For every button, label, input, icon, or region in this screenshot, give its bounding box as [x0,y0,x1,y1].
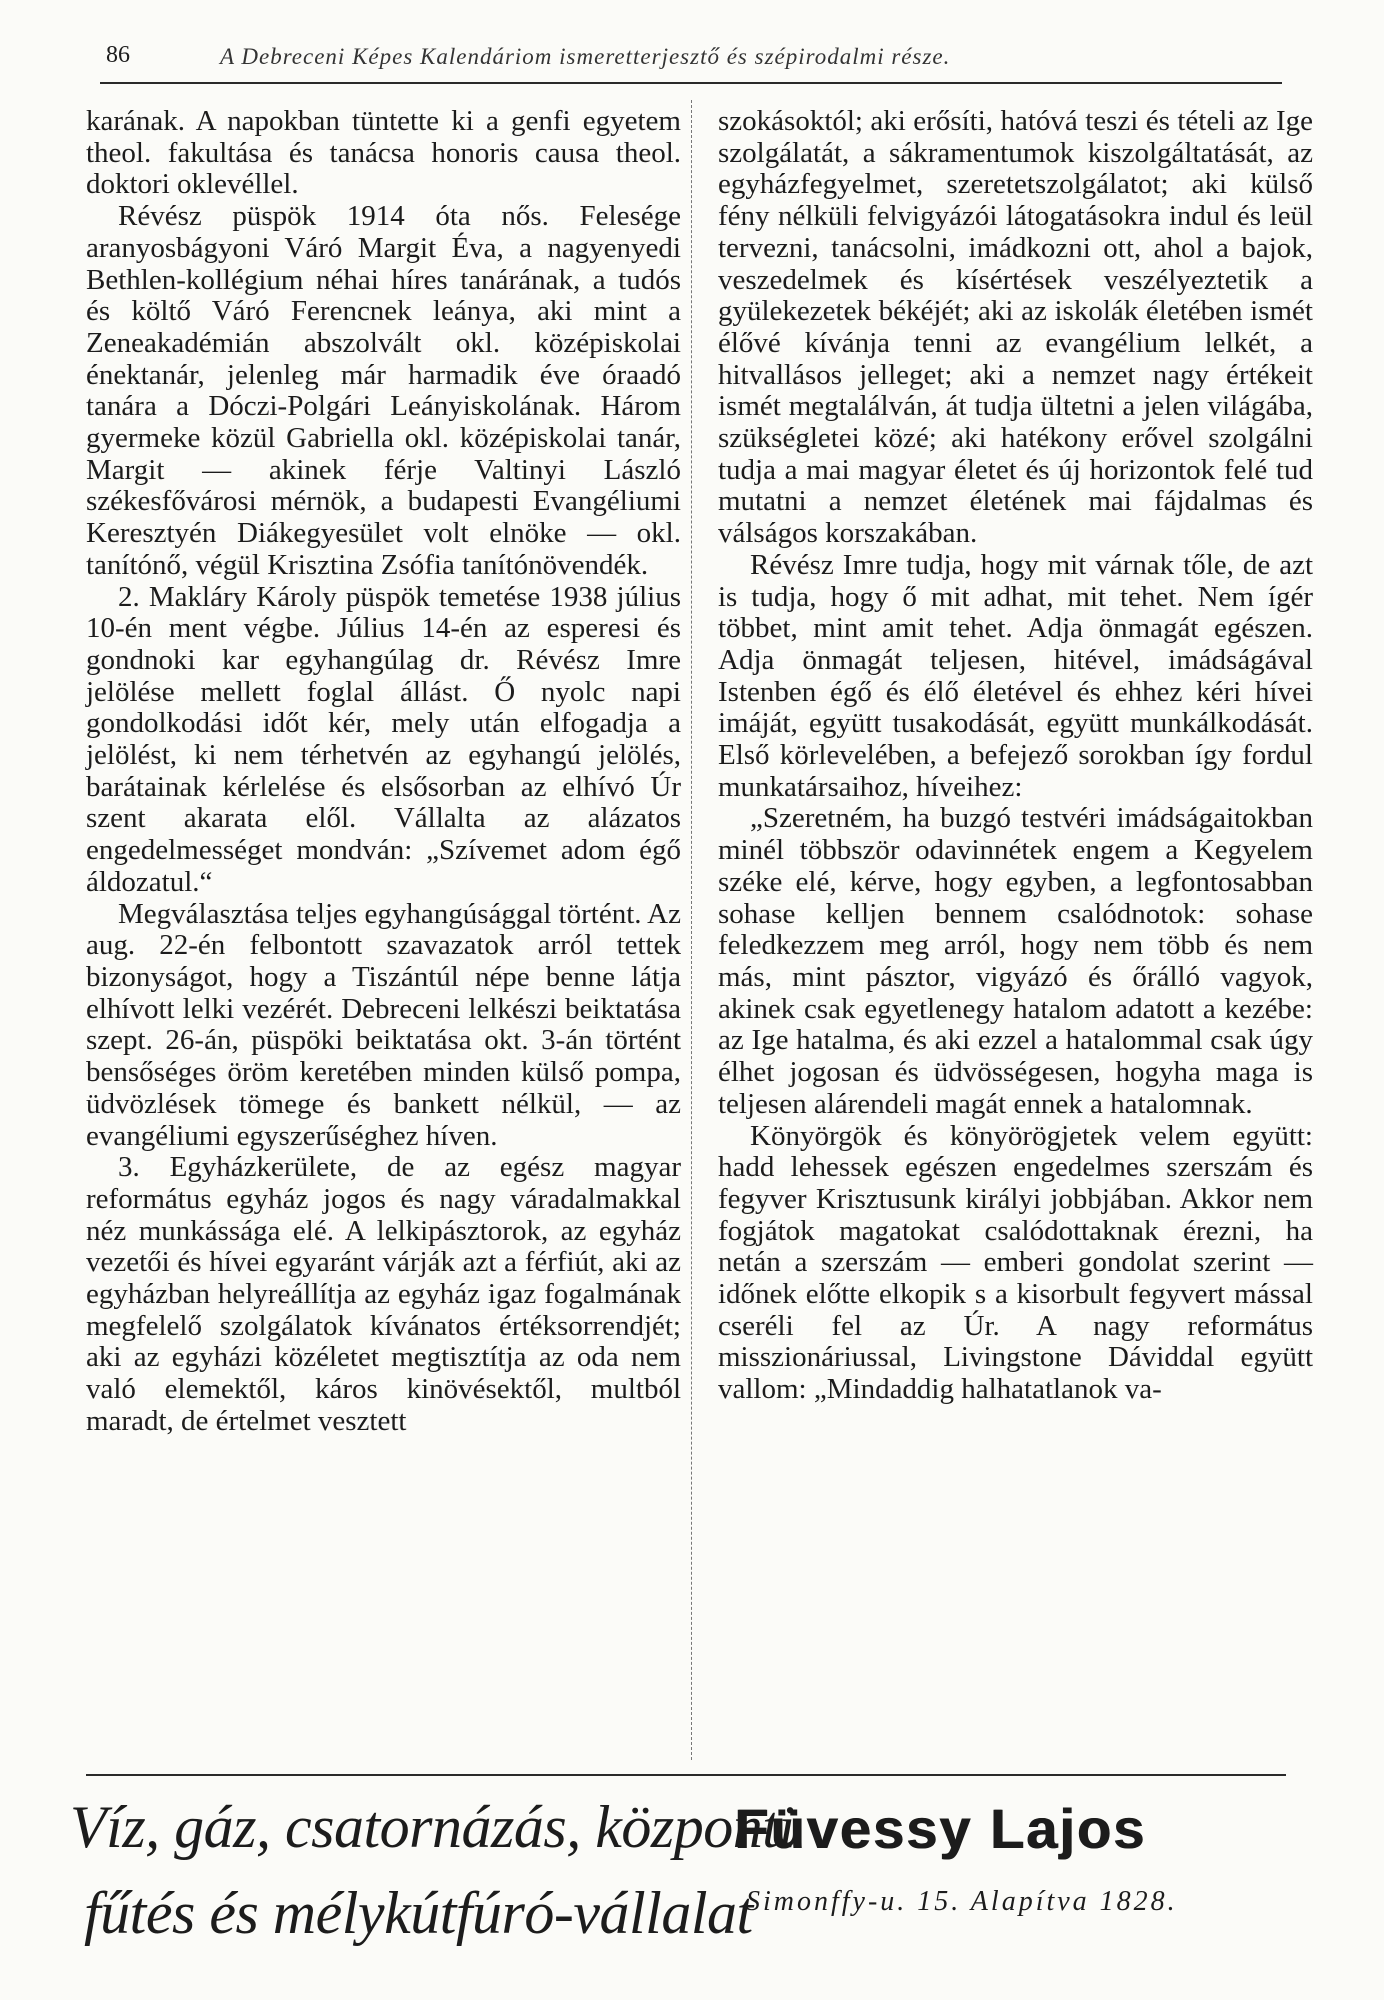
ad-company-name: Füvessy Lajos [734,1797,1146,1860]
ad-line-1: Víz, gáz, csatornázás, központi [70,1794,795,1860]
paragraph: Könyörgök és könyörögjetek velem együtt: hadd lehessek egészen engedelmes szerszám és fegyver Krisztusunk királyi jobbjában. Akkor nem fogjátok magatokat csalódottaknak érezni, ha netán a szerszám — emberi gondolat szerint — időnek előtte elkopik s a kisorbult fegyvert mással cseréli fel az Úr. A nagy református misszionáriussal, Livingstone Dáviddal együtt vallom: „Mindaddig halhatatlanok va- [718,1119,1313,1406]
paragraph: 3. Egyházkerülete, de az egész magyar református egyház jogos és nagy váradalmakkal néz munkássága elé. A lelkipásztorok, az egyház vezetői és hívei egyaránt várják azt a férfiút, aki az egyházban helyreállítja az egyház igaz fogalmának megfelelő szolgálatok kívánatos értéksorrendjét; aki az egyházi közéletet megtisztítja az oda nem való elemektől, káros kinövésektől, multból maradt, de értelmet vesztett [86,1151,681,1437]
ad-address: Simonffy-u. 15. Alapítva 1828. [746,1886,1178,1917]
paragraph: 2. Makláry Károly püspök temetése 1938 július 10-én ment végbe. Július 14-én az esperesi és gondnoki kar egyhangúlag dr. Révész Imre jelölése mellett foglal állást. Ő nyolc napi gondolkodási időt kér, mely után elfogadja a jelölést, ki nem térhetvén az egyhangú jelölés, barátainak kérlelése és elsősorban az elhívó Úr szent akarata elől. Vállalta az alázatos engedelmességet mondván: „Szívemet adom égő áldozatul.“ [86,580,681,898]
paragraph: karának. A napokban tüntette ki a genfi egyetem theol. fakultása és tanácsa honoris causa theol. doktori oklevéllel. [86,105,681,201]
paragraph: Révész Imre tudja, hogy mit várnak tőle, de azt is tudja, hogy ő mit adhat, mit tehet. Nem ígér többet, mint amit tehet. Adja önmagát egészen. Adja önmagát teljesen, hitével, imádságával Istenben égő és élő életével és ehhez kéri hívei imáját, együtt tusakodását, együtt munkálkodását. Első körlevelében, a befejező sorokban így fordul munkatársaihoz, híveihez: [718,548,1313,803]
page-number: 86 [106,42,130,68]
paragraph: „Szeretném, ha buzgó testvéri imádságaitokban minél többször odavinnétek engem a Kegyelem széke elé, kérve, hogy egyben, a legfontosabban sohase kelljen bennem csalódnotok: sohase feledkezzem meg arról, hogy nem több és nem más, mint pásztor, vigyázó és őrálló vagyok, akinek csak egyetlenegy hatalom adatott a kezébe: az Ige hatalma, és aki ezzel a hatalommal csak úgy élhet jogosan és üdvösségesen, hogyha maga is teljesen alárendeli magát ennek a hatalomnak. [718,802,1313,1120]
ad-line-2: fűtés és mélykútfúró-vállalat [84,1880,753,1946]
column-divider [691,100,692,1760]
left-column [86,106,681,1438]
running-header [100,42,1282,84]
paragraph: Révész püspök 1914 óta nős. Felesége aranyosbágyoni Váró Margit Éva, a nagyenyedi Bethlen-kollégium néhai híres tanárának, a tudós és költő Váró Ferencnek leánya, aki mint a Zeneakadémián abszolvált okl. középiskolai énektanár, jelenleg már harmadik éve óraadó tanára a Dóczi-Polgári Leányiskolának. Három gyermeke közül Gabriella okl. középiskolai tanár, Margit — akinek férje Valtinyi László székesfővárosi mérnök, a budapesti Evangéliumi Keresztyén Diákegyesület volt elnöke — okl. tanítónő, végül Krisztina Zsófia tanítónövendék. [86,200,681,581]
running-title: A Debreceni Képes Kalendáriom ismeretterjesztő és szépirodalmi része. [220,44,951,69]
paragraph: szokásoktól; aki erősíti, hatóvá teszi és tételi az Ige szolgálatát, a sákramentumok kiszolgáltatását, az egyházfegyelmet, szeretetszolgálatot; aki külső fény nélküli felvigyázói látogatásokra indul és leül tervezni, tanácsolni, imádkozni ott, ahol a bajok, veszedelmek és kísértések veszélyeztetik a gyülekezetek békéjét; aki az iskolák életében ismét élővé kívánja tenni az evangélium lelkét, a hitvallásos jelleget; aki a nemzet nagy értékeit ismét megtalálván, át tudja ültetni a jelen világába, szükségletei közé; aki hatékony erővel szolgálni tudja a mai magyar életet és új horizontok felé tud mutatni a nemzet életének mai fájdalmas és válságos korszakában. [718,105,1313,550]
paragraph: Megválasztása teljes egyhangúsággal történt. Az aug. 22-én felbontott szavazatok arról tettek bizonyságot, hogy a Tiszántúl népe benne látja elhívott lelki vezérét. Debreceni lelkészi beiktatása szept. 26-án, püspöki beiktatása okt. 3-án történt bensőséges öröm keretében minden külső pompa, üdvözlések tömege és bankett nélkül, — az evangéliumi egyszerűséghez híven. [86,897,681,1152]
advertisement-divider [86,1774,1286,1776]
advertisement-services [70,1784,795,1956]
right-column [718,106,1313,1406]
